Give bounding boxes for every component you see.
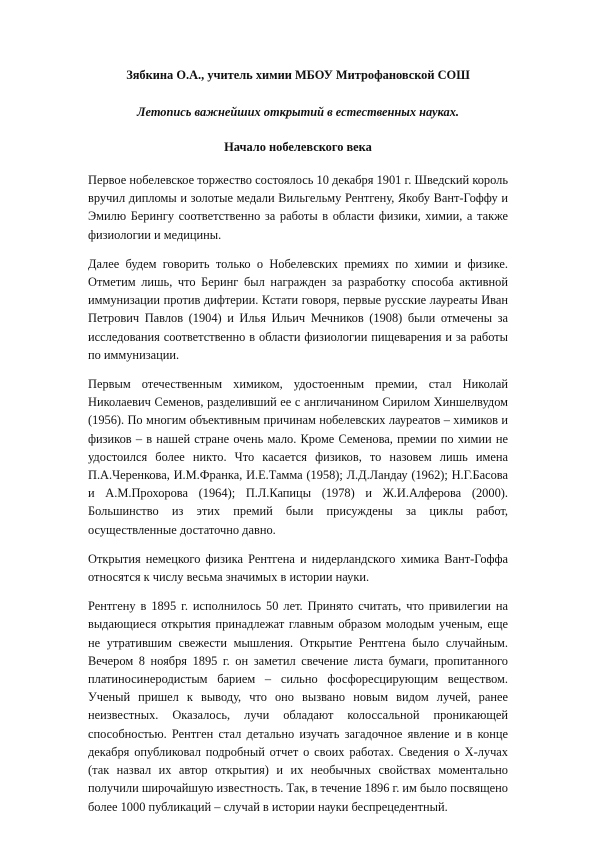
document-title: Летопись важнейших открытий в естественных науках. bbox=[136, 105, 459, 119]
paragraph-1: Первое нобелевское торжество состоялось 10 декабря 1901 г. Шведский король вручил дипломы и золотые медали Вильгельму Рентгену, Якобу Вант-Гоффу и Эмилю Берингу соответственно за работы в области физики, химии, а также физиологии и медицины. bbox=[88, 173, 508, 242]
paragraph-5: Рентгену в 1895 г. исполнилось 50 лет. Принято считать, что привилегии на выдающиеся открытия принадлежат главным образом молодым ученым, еще не утратившим свежести мышления. Открытие Рентгена было случайным. Вечером 8 ноября 1895 г. он заметил свечение листа бумаги, пропитанного платиносинеродистым барием – сильно фосфоресцирующим веществом. Ученый пришел к выводу, что оно вызвано новым видом лучей, ранее неизвестных. Оказалось, лучи обладают колоссальной проникающей способностью. Рентген стал детально изучать загадочное явление и в конце декабря опубликовал подробный отчет о своих работах. Сведения о Х-лучах (так назвал их автор открытия) и их необычных свойствах моментально получили широчайшую известность. Так, в течение 1896 г. им было посвящено более 1000 публикаций – случай в истории науки беспрецедентный. bbox=[88, 599, 508, 814]
author-line: Зябкина О.А., учитель химии МБОУ Митрофановской СОШ bbox=[126, 68, 470, 82]
document-page bbox=[88, 68, 508, 816]
paragraph-3: Первым отечественным химиком, удостоенным премии, стал Николай Николаевич Семенов, разделивший ее с англичанином Сирилом Хиншелвудом (1956). По многим объективным причинам нобелевских лауреатов – химиков и физиков – в нашей стране очень мало. Кроме Семенова, премии по химии не удостоился более никто. Что касается физиков, то назовем лишь имена П.А.Черенкова, И.М.Франка, И.Е.Тамма (1958); Л.Д.Ландау (1962); Н.Г.Басова и А.М.Прохорова (1964); П.Л.Капицы (1978) и Ж.И.Алферова (2000). Большинство из этих премий были присуждены за циклы работ, осуществленные достаточно давно. bbox=[88, 377, 508, 537]
paragraph-2: Далее будем говорить только о Нобелевских премиях по химии и физике. Отметим лишь, что Беринг был награжден за разработку способа активной иммунизации против дифтерии. Кстати говоря, первые русские лауреаты Иван Петрович Павлов (1904) и Илья Ильич Мечников (1908) были отмечены за исследования соответственно в области физиологии пищеварения и за работы по иммунизации. bbox=[88, 256, 508, 362]
section-heading: Начало нобелевского века bbox=[224, 140, 372, 154]
paragraph-4: Открытия немецкого физика Рентгена и нидерландского химика Вант-Гоффа относятся к числу весьма значимых в истории науки. bbox=[88, 551, 508, 585]
